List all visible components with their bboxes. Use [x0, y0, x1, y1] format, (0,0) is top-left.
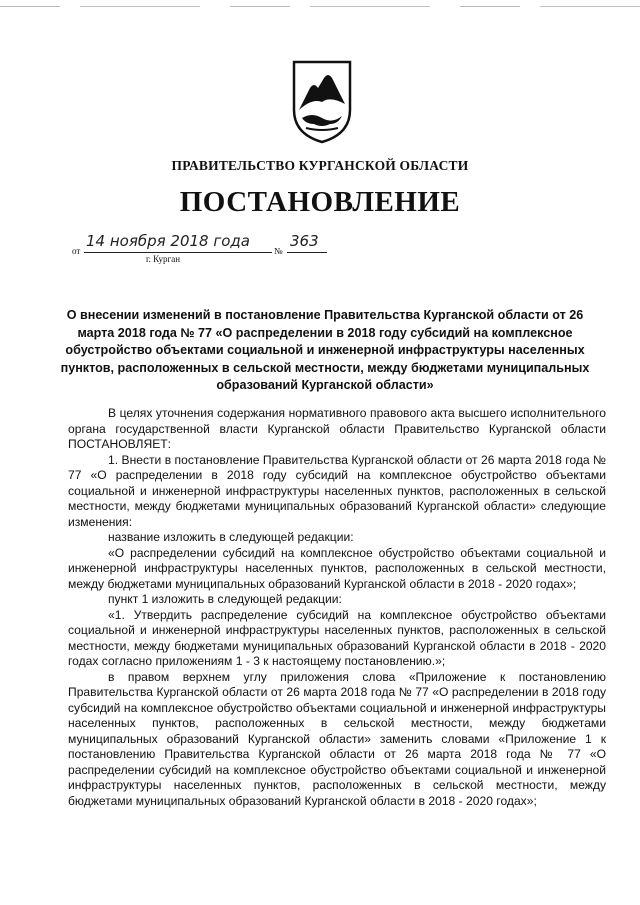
city-label: г. Курган: [146, 254, 181, 264]
paragraph: в правом верхнем углу приложения слова «Приложение к постановлению Правительства Курганской области от 26 марта 2018 года № 77 «О распределении в 2018 году субсидий на комплексное обустройство объектами социальной и инженерной инфраструктуры населенных пунктов, расположенных в сельской местности, между бюджетами муниципальных образований Курганской области» заменить словами «Приложение 1 к постановлению Правительства Курганской области от 26 марта 2018 года № 77 «О распределении субсидий на комплексное обустройство объектами социальной и инженерной инфраструктуры населенных пунктов, расположенных в сельской местности, между бюджетами муниципальных образований Курганской области в 2018 - 2020 годах»;: [68, 669, 606, 808]
paragraph: пункт 1 изложить в следующей редакции:: [108, 592, 342, 606]
coat-of-arms-icon: [290, 58, 354, 144]
scan-artifact-line: [0, 6, 640, 7]
date-number-block: [72, 232, 392, 272]
handwritten-number: 363: [290, 232, 319, 250]
paragraph: «1. Утвердить распределение субсидий на комплексное обустройство объектами социальной и инженерной инфраструктуры населенных пунктов, расположенных в сельской местности, между бюджетами муниципальных образований Курганской области в 2018 - 2020 годах согласно приложениям 1 - 3 к настоящему постановлению.»;: [68, 607, 606, 668]
document-type: ПОСТАНОВЛЕНИЕ: [179, 186, 461, 218]
paragraph: «О распределении субсидий на комплексное обустройство объектами социальной и инженерной инфраструктуры населенных пунктов, расположенных в сельской местности, между бюджетами муниципальных образований Курганской области в 2018 - 2020 годах»;: [68, 545, 606, 591]
paragraph: В целях уточнения содержания нормативного правового акта высшего исполнительного органа государственной власти Курганской области Правительство Курганской области ПОСТАНОВЛЯЕТ:: [68, 406, 606, 451]
government-name: ПРАВИТЕЛЬСТВО КУРГАНСКОЙ ОБЛАСТИ: [171, 158, 469, 173]
paragraph: 1. Внести в постановление Правительства Курганской области от 26 марта 2018 года № 77 «О распределении в 2018 году субсидий на комплексное обустройство объектами социальной и инженерной инфраструктуры населенных пунктов, расположенных в сельской местности, между бюджетами муниципальных образований Курганской области» следующие изменения:: [68, 452, 606, 529]
handwritten-date: 14 ноября 2018 года: [86, 232, 250, 250]
number-underline: [287, 252, 327, 253]
from-label: от: [72, 246, 81, 256]
document-body: [68, 406, 606, 809]
date-underline: [84, 252, 272, 253]
number-label: №: [274, 246, 283, 256]
paragraph: название изложить в следующей редакции:: [108, 530, 354, 544]
document-title: О внесении изменений в постановление Правительства Курганской области от 26 марта 2018 года № 77 «О распределении в 2018 году субсидий на комплексное обустройство объектами социальной и инженерной инфраструктуры населенных пунктов, расположенных в сельской местности, между бюджетами муниципальных образований Курганской области»: [60, 308, 590, 392]
